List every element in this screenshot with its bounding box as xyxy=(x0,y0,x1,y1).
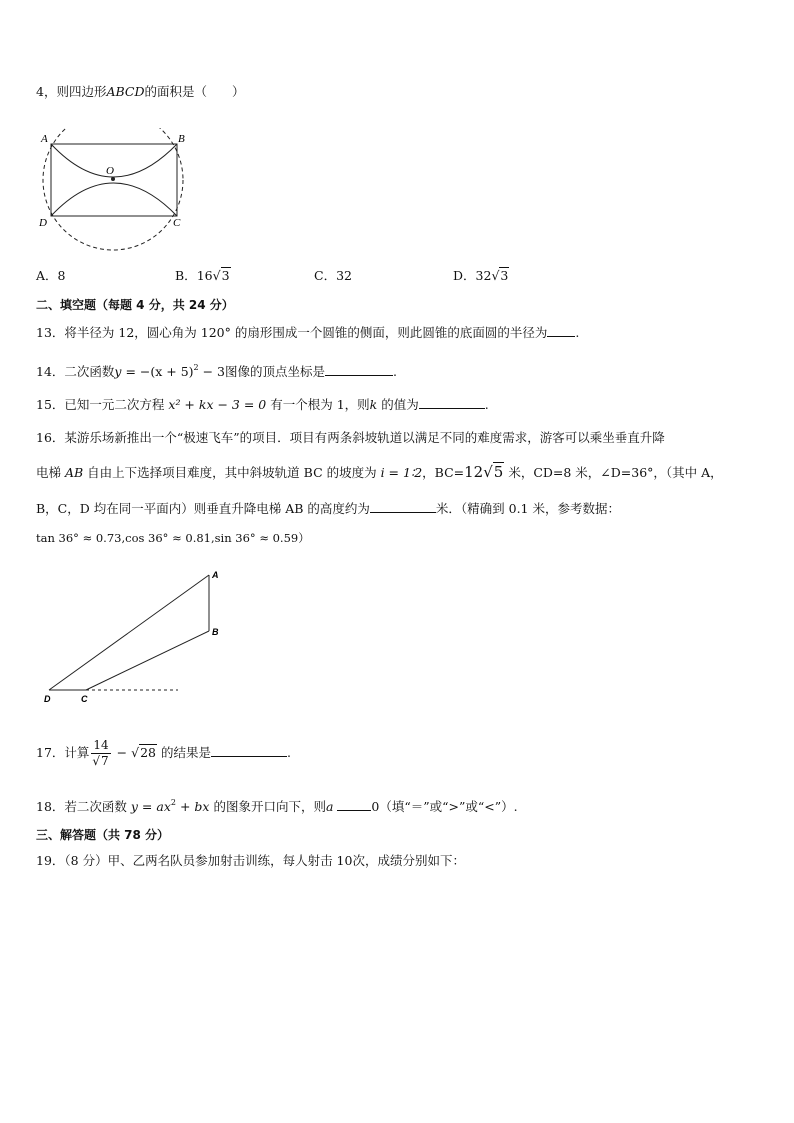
q12-suffix: 的面积是（ ） xyxy=(144,84,245,99)
fraction xyxy=(91,738,110,769)
section-3-title: 三、解答题（共 78 分） xyxy=(36,828,170,842)
question-16-line-1: 16．某游乐场新推出一个“极速飞车”的项目．项目有两条斜坡轨道以满足不同的难度需求，游客可以乘坐垂直升降 xyxy=(36,430,665,445)
label-a: A xyxy=(212,570,219,580)
q15-prefix: 15．已知一元二次方程 xyxy=(36,397,169,412)
option-c: C．32 xyxy=(314,268,352,283)
option-d-radicand: 3 xyxy=(500,268,509,283)
q17-radicand: 28 xyxy=(140,745,156,760)
section-2-title: 二、填空题（每题 4 分，共 24 分） xyxy=(36,298,234,312)
center-point-o xyxy=(111,177,115,181)
option-d-coef: 32 xyxy=(475,268,492,283)
q14-prefix: 14．二次函数 xyxy=(36,364,115,379)
question-13 xyxy=(36,324,579,341)
label-b: B xyxy=(212,627,219,637)
label-d: D xyxy=(39,217,47,229)
slope-da xyxy=(49,575,209,690)
q18-tail: 0（填“＝”或“>”或“<”）. xyxy=(371,799,518,814)
q18-mid: 的图象开口向下，则 xyxy=(209,799,326,814)
q14-expr: = −(x + 5) xyxy=(121,364,194,379)
question-16-line-2 xyxy=(36,464,723,481)
q17-end: . xyxy=(286,745,291,760)
q18-a: a xyxy=(325,799,334,814)
label-b: B xyxy=(178,133,185,145)
q16-line3-a: B，C，D 均在同一平面内）则垂直升降电梯 AB 的高度约为 xyxy=(36,501,370,516)
sqrt-symbol: √28 xyxy=(131,745,156,760)
question-12-tail xyxy=(36,84,245,100)
q16-ratio: i = 1∶2 xyxy=(376,465,423,480)
q15-tail: 的值为 xyxy=(377,397,419,412)
q14-tail: − 3图像的顶点坐标是 xyxy=(198,364,326,379)
label-c: C xyxy=(81,694,88,704)
slope-cb xyxy=(86,631,209,690)
q16-ab: AB xyxy=(64,465,84,480)
q17-minus: − xyxy=(112,745,132,760)
option-a: A．8 xyxy=(36,268,66,283)
q16-line2-b: 自由上下选择项目难度，其中斜坡轨道 BC 的坡度为 xyxy=(83,465,377,480)
q13-text: 13．将半径为 12，圆心角为 120° 的扇形围成一个圆锥的侧面，则此圆锥的底面圆的半径为 xyxy=(36,325,548,340)
q12-shape: ABCD xyxy=(106,84,145,99)
option-d-prefix: D． xyxy=(453,268,476,283)
q16-line3-b: 米．（精确到 0.1 米，参考数据： xyxy=(435,501,620,516)
q13-end: . xyxy=(575,325,580,340)
figure-slopes xyxy=(36,568,236,708)
q18-exponent: 2 xyxy=(170,798,176,807)
q16-bc-radicand: 5 xyxy=(493,463,504,481)
question-14 xyxy=(36,360,397,380)
question-15 xyxy=(36,396,489,413)
q17-prefix: 17．计算 xyxy=(36,745,90,760)
sqrt-symbol: √3 xyxy=(491,268,509,283)
answer-blank[interactable] xyxy=(325,363,393,376)
answer-blank[interactable] xyxy=(547,324,575,337)
lower-arc xyxy=(51,183,177,216)
fraction-numerator: 14 xyxy=(93,738,109,752)
question-18 xyxy=(36,795,518,815)
dashed-circle xyxy=(43,128,183,250)
q15-end: . xyxy=(484,397,489,412)
q18-eq: = ax xyxy=(137,799,171,814)
sqrt-symbol: √3 xyxy=(212,268,230,283)
label-a: A xyxy=(41,133,48,145)
answer-blank[interactable] xyxy=(337,798,371,811)
option-b-prefix: B． xyxy=(175,268,197,283)
q16-line2-a: 电梯 xyxy=(36,465,65,480)
label-o: O xyxy=(106,165,114,177)
q16-line2-c: ，BC= xyxy=(422,465,465,480)
q14-exponent: 2 xyxy=(193,363,199,372)
q12-prefix: 4，则四边形 xyxy=(36,84,107,99)
fraction-denominator xyxy=(91,754,110,769)
q17-den-radicand: 7 xyxy=(101,754,109,768)
q17-tail: 的结果是 xyxy=(156,745,211,760)
question-16-line-3 xyxy=(36,500,620,517)
q15-k: k xyxy=(369,397,378,412)
option-d xyxy=(453,266,509,284)
q16-line2-d: 米，CD=8 米，∠D=36°，（其中 A， xyxy=(504,465,723,480)
q18-eq2: + bx xyxy=(175,799,210,814)
question-19: 19．（8 分）甲、乙两名队员参加射击训练，每人射击 10次，成绩分别如下： xyxy=(36,853,465,868)
q16-bc-coef: 12 xyxy=(464,463,484,481)
q14-y: y xyxy=(114,364,122,379)
label-d: D xyxy=(44,694,51,704)
answer-blank[interactable] xyxy=(419,396,485,409)
q14-end: . xyxy=(393,364,397,379)
option-b-radicand: 3 xyxy=(221,268,230,283)
question-16-reference-data: tan 36° ≈ 0.73,cos 36° ≈ 0.81,sin 36° ≈ 0.59） xyxy=(36,531,310,545)
q18-prefix: 18．若二次函数 xyxy=(36,799,131,814)
answer-blank[interactable] xyxy=(370,500,436,513)
q15-equation: x² + kx − 3 = 0 xyxy=(168,397,267,412)
sqrt-symbol: √7 xyxy=(92,754,109,768)
figure-circle-rectangle xyxy=(30,128,200,252)
upper-arc xyxy=(51,144,177,177)
answer-blank[interactable] xyxy=(211,744,287,757)
q18-y: y xyxy=(130,799,138,814)
sqrt-symbol: √5 xyxy=(483,463,504,481)
label-c: C xyxy=(173,217,181,229)
q15-mid: 有一个根为 1，则 xyxy=(266,397,370,412)
option-b-coef: 16 xyxy=(196,268,213,283)
question-17 xyxy=(36,733,291,773)
option-b xyxy=(175,266,231,284)
